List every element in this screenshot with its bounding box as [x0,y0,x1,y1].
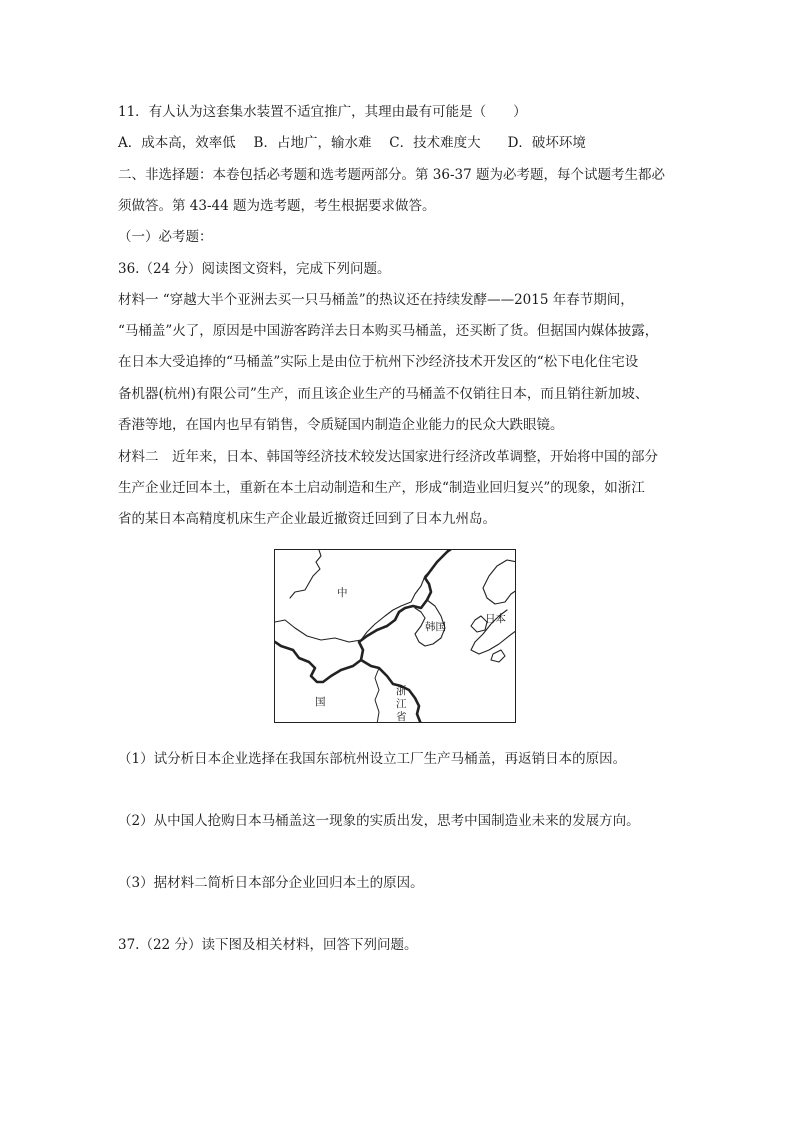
map-label-zhe: 浙 [396,685,407,697]
material1-line: 香港等地，在国内也早有销售，令质疑国内制造企业能力的民众大跌眼镜。 [118,417,564,433]
section2-line1: 二、非选择题：本卷包括必考题和选考题两部分。第 36-37 题为必考题，每个试题考生都必 [118,167,665,183]
map-label-japan: 日本 [485,613,506,625]
material2-line: 生产企业迁回本土，重新在本土启动制造和生产，形成“制造业回归复兴”的现象，如浙江 [118,480,645,496]
material1-line: “马桶盖”火了，原因是中国游客跨洋去日本购买马桶盖，还买断了货。但据国内媒体披露， [118,323,659,339]
map-label-sheng: 省 [396,711,407,723]
q36-sub2: （2）从中国人抢购日本马桶盖这一现象的实质出发，思考中国制造业未来的发展方向。 [118,813,640,829]
material1-line: 在日本大受追捧的“马桶盖”实际上是由位于杭州下沙经济技术开发区的“松下电化住宅设 [118,354,639,370]
material1-line: 材料一 “穿越大半个亚洲去买一只马桶盖”的热议还在持续发酵——2015 年春节期间， [118,292,634,308]
map-label-china-zhong: 中 [337,587,348,599]
q36-sub1: （1）试分析日本企业选择在我国东部杭州设立工厂生产马桶盖，再返销日本的原因。 [118,751,627,767]
section2-line2: 须做答。第 43-44 题为选考题，考生根据要求做答。 [118,198,436,214]
east-asia-map [274,549,516,723]
map-label-china-guo: 国 [315,696,326,708]
q36-sub3: （3）据材料二简析日本部分企业回归本土的原因。 [118,875,424,891]
q37-header: 37.（22 分）读下图及相关材料，回答下列问题。 [118,937,418,953]
material2-line: 省的某日本高精度机床生产企业最近撤资迁回到了日本九州岛。 [118,511,496,527]
section2-part1: （一）必考题： [118,229,213,245]
map-label-korea: 韩国 [425,621,446,633]
q11-stem: 11．有人认为这套集水装置不适宜推广，其理由最有可能是（ ） [118,104,527,120]
q11-options: A．成本高，效率低 B．占地广，输水难 C．技术难度大 D．破坏环境 [118,135,586,151]
map-label-jiang: 江 [396,698,407,710]
q36-header: 36.（24 分）阅读图文资料，完成下列问题。 [118,261,391,277]
material1-line: 备机器(杭州)有限公司”生产，而且该企业生产的马桶盖不仅销往日本，而且销往新加坡、 [118,386,649,402]
material2-line: 材料二 近年来，日本、韩国等经济技术较发达国家进行经济改革调整，开始将中国的部分 [118,449,658,465]
